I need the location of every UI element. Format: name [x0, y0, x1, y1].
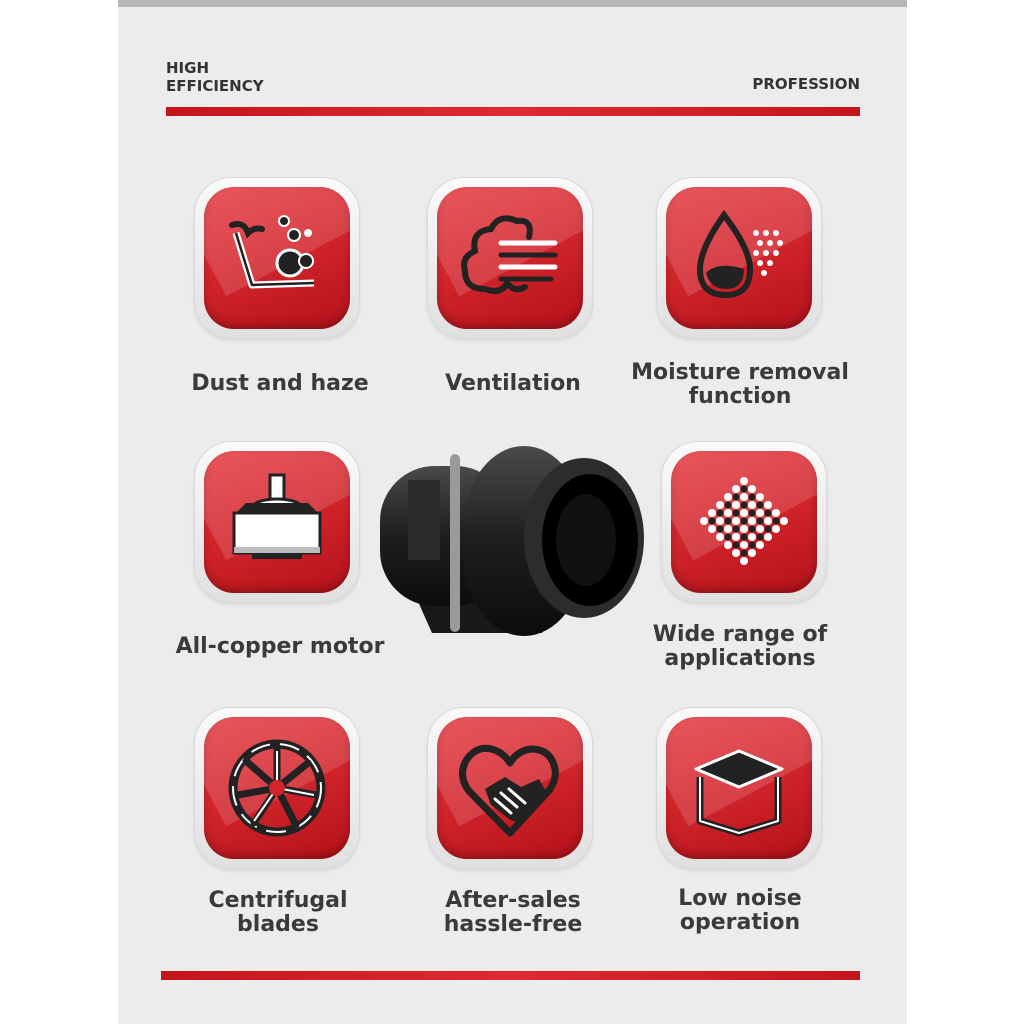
feature-label-ventilation — [393, 372, 633, 396]
feature-label-dust — [160, 372, 400, 396]
dust-icon — [222, 203, 332, 313]
feature-label-line: Dust and haze — [191, 371, 369, 396]
feature-tile-motor — [195, 442, 359, 602]
feature-label-moisture — [620, 361, 860, 409]
feature-tile-low-noise — [657, 708, 821, 868]
feature-label-line: Centrifugal — [208, 888, 348, 913]
blades-icon — [222, 733, 332, 843]
feature-label-line: After-sales — [445, 888, 581, 913]
feature-tile-dust — [195, 178, 359, 338]
feature-tile-moisture — [657, 178, 821, 338]
feature-label-line: Ventilation — [445, 371, 581, 396]
feature-label-wide-range — [620, 623, 860, 671]
feature-label-line: Low noise — [678, 886, 802, 911]
feature-tile-wide-range — [662, 442, 826, 602]
feature-label-low-noise — [620, 887, 860, 935]
header-right: PROFESSION — [752, 75, 860, 93]
ventilation-icon — [455, 203, 565, 313]
handshake-heart-icon — [455, 733, 565, 843]
feature-label-blades — [158, 889, 398, 937]
feature-label-line: All-copper motor — [175, 634, 385, 659]
bottom-divider — [161, 971, 860, 980]
header-left — [166, 59, 264, 95]
header-left-line2: EFFICIENCY — [166, 77, 264, 95]
feature-tile-after-sales — [428, 708, 592, 868]
moisture-icon — [684, 203, 794, 313]
feature-label-line: operation — [679, 910, 801, 935]
feature-tile-blades — [195, 708, 359, 868]
feature-label-after-sales — [393, 889, 633, 937]
motor-icon — [222, 467, 332, 577]
header-left-line1: HIGH — [166, 59, 210, 77]
top-divider — [166, 107, 860, 116]
feature-tile-ventilation — [428, 178, 592, 338]
feature-label-line: blades — [237, 912, 319, 937]
feature-label-line: function — [688, 384, 792, 409]
inline-duct-fan-image — [372, 438, 652, 643]
feature-label-line: applications — [664, 646, 816, 671]
feature-label-line: Wide range of — [652, 622, 828, 647]
box-icon — [684, 733, 794, 843]
feature-label-motor — [160, 635, 400, 659]
feature-label-line: Moisture removal — [631, 360, 849, 385]
feature-label-line: hassle-free — [443, 912, 583, 937]
grid-pattern-icon — [689, 467, 799, 577]
